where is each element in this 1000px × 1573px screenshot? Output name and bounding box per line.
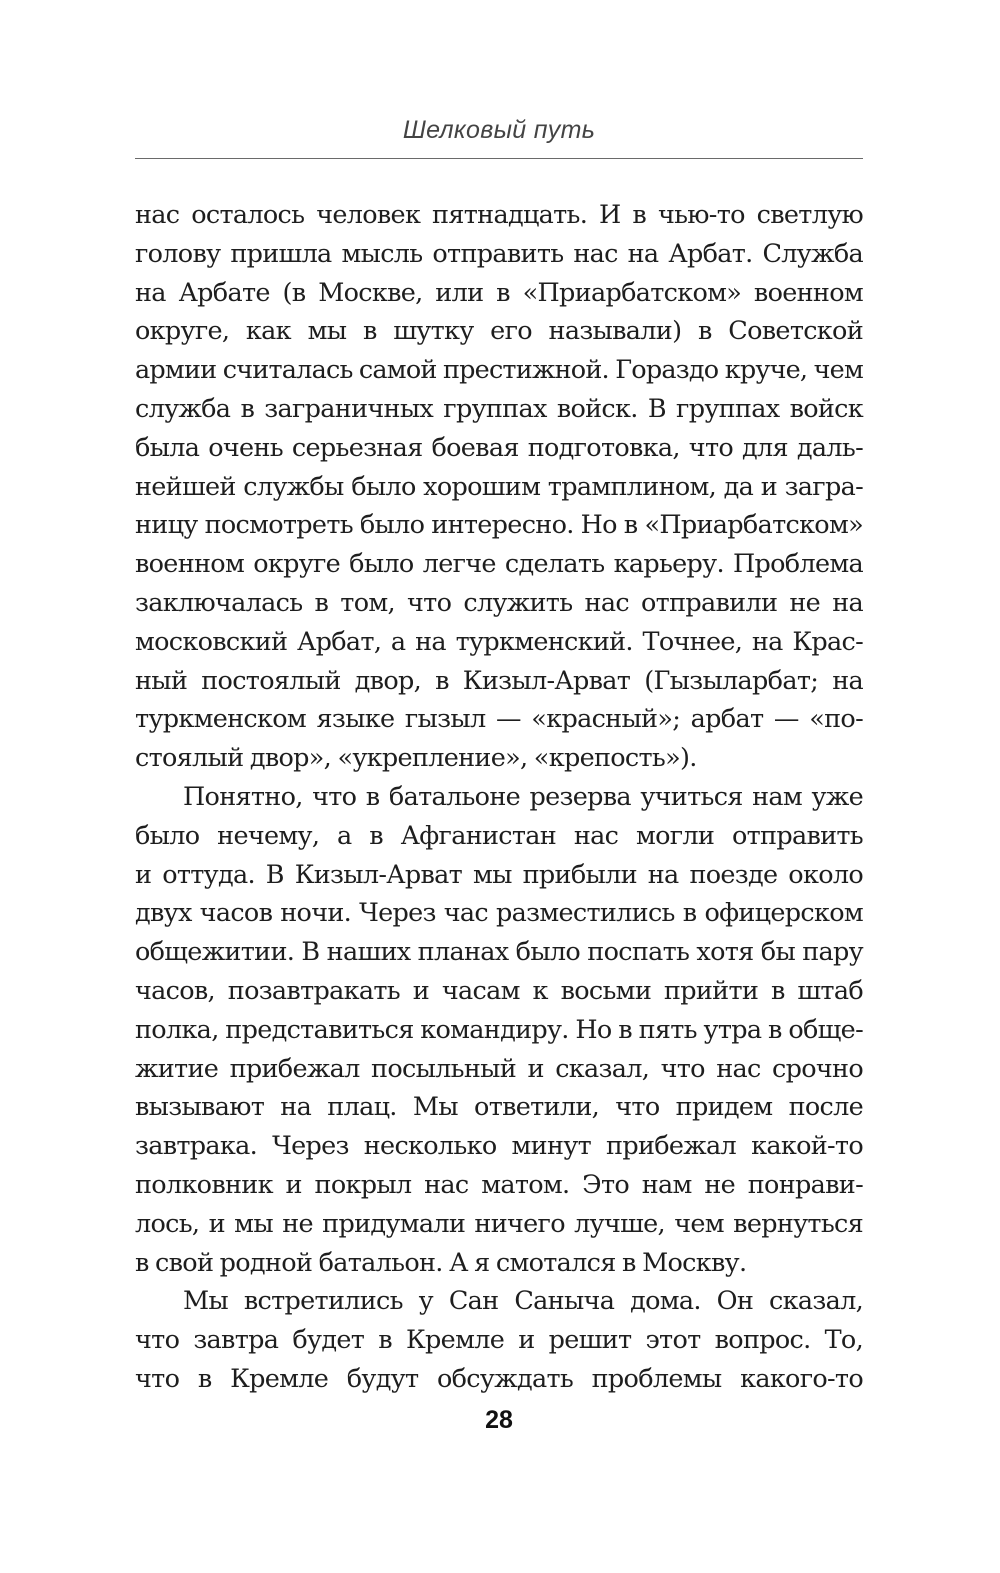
text-line: округе, как мы в шутку его называли) в Советской bbox=[135, 316, 863, 347]
text-line: голову пришла мысль отправить нас на Арбат. Служба bbox=[135, 238, 863, 269]
header-rule bbox=[135, 158, 863, 159]
text-line: завтрака. Через несколько минут прибежал какой-то bbox=[135, 1131, 863, 1162]
paragraph bbox=[135, 196, 863, 778]
text-line: общежитии. В наших планах было поспать хотя бы пару bbox=[135, 937, 863, 968]
text-line: нейшей службы было хорошим трамплином, да и загра- bbox=[135, 471, 863, 502]
text-line: московский Арбат, а на туркменский. Точнее, на Крас- bbox=[135, 626, 863, 657]
text-line: лось, и мы не придумали ничего лучше, чем вернуться bbox=[135, 1208, 863, 1239]
text-line: часов, позавтракать и часам к восьми прийти в штаб bbox=[135, 975, 863, 1006]
text-line: Понятно, что в батальоне резерва учиться нам уже bbox=[183, 781, 863, 812]
paragraph bbox=[135, 1282, 863, 1398]
text-line: полковник и покрыл нас матом. Это нам не понрави- bbox=[135, 1169, 863, 1200]
text-line: нас осталось человек пятнадцать. И в чью-то светлую bbox=[135, 200, 863, 230]
text-line: двух часов ночи. Через час разместились в офицерском bbox=[135, 898, 863, 929]
text-line: армии считалась самой престижной. Гораздо круче, чем bbox=[135, 355, 863, 386]
text-line: на Арбате (в Москве, или в «Приарбатском» военном bbox=[135, 277, 863, 308]
text-line: в свой родной батальон. А я смотался в Москву. bbox=[135, 1247, 747, 1278]
text-line: вызывают на плац. Мы ответили, что придем после bbox=[135, 1092, 863, 1123]
text-line: что в Кремле будут обсуждать проблемы какого-то bbox=[135, 1363, 863, 1394]
text-line: стоялый двор», «укрепление», «крепость»). bbox=[135, 743, 697, 774]
text-line: военном округе было легче сделать карьеру. Проблема bbox=[135, 549, 863, 580]
page-number: 28 bbox=[485, 1406, 513, 1434]
text-line: и оттуда. В Кизыл-Арват мы прибыли на поезде около bbox=[135, 859, 863, 890]
text-line: туркменском языке гызыл — «красный»; арбат — «по- bbox=[135, 704, 863, 735]
page-body bbox=[135, 196, 863, 1399]
paragraph bbox=[135, 778, 863, 1282]
text-line: было нечему, а в Афганистан нас могли отправить bbox=[135, 820, 863, 851]
running-header: Шелковый путь bbox=[402, 116, 596, 144]
text-line: житие прибежал посыльный и сказал, что нас срочно bbox=[135, 1053, 863, 1084]
text-line: была очень серьезная боевая подготовка, что для даль- bbox=[135, 432, 863, 463]
text-line: ницу посмотреть было интересно. Но в «Приарбатском» bbox=[135, 510, 863, 541]
text-line: служба в заграничных группах войск. В группах войск bbox=[135, 393, 863, 424]
text-line: полка, представиться командиру. Но в пять утра в обще- bbox=[135, 1014, 863, 1045]
text-line: ный постоялый двор, в Кизыл-Арват (Гызыларбат; на bbox=[135, 665, 863, 696]
text-line: заключалась в том, что служить нас отправили не на bbox=[135, 587, 863, 618]
text-line: что завтра будет в Кремле и решит этот вопрос. То, bbox=[135, 1325, 863, 1356]
text-line: Мы встретились у Сан Саныча дома. Он сказал, bbox=[183, 1286, 863, 1317]
